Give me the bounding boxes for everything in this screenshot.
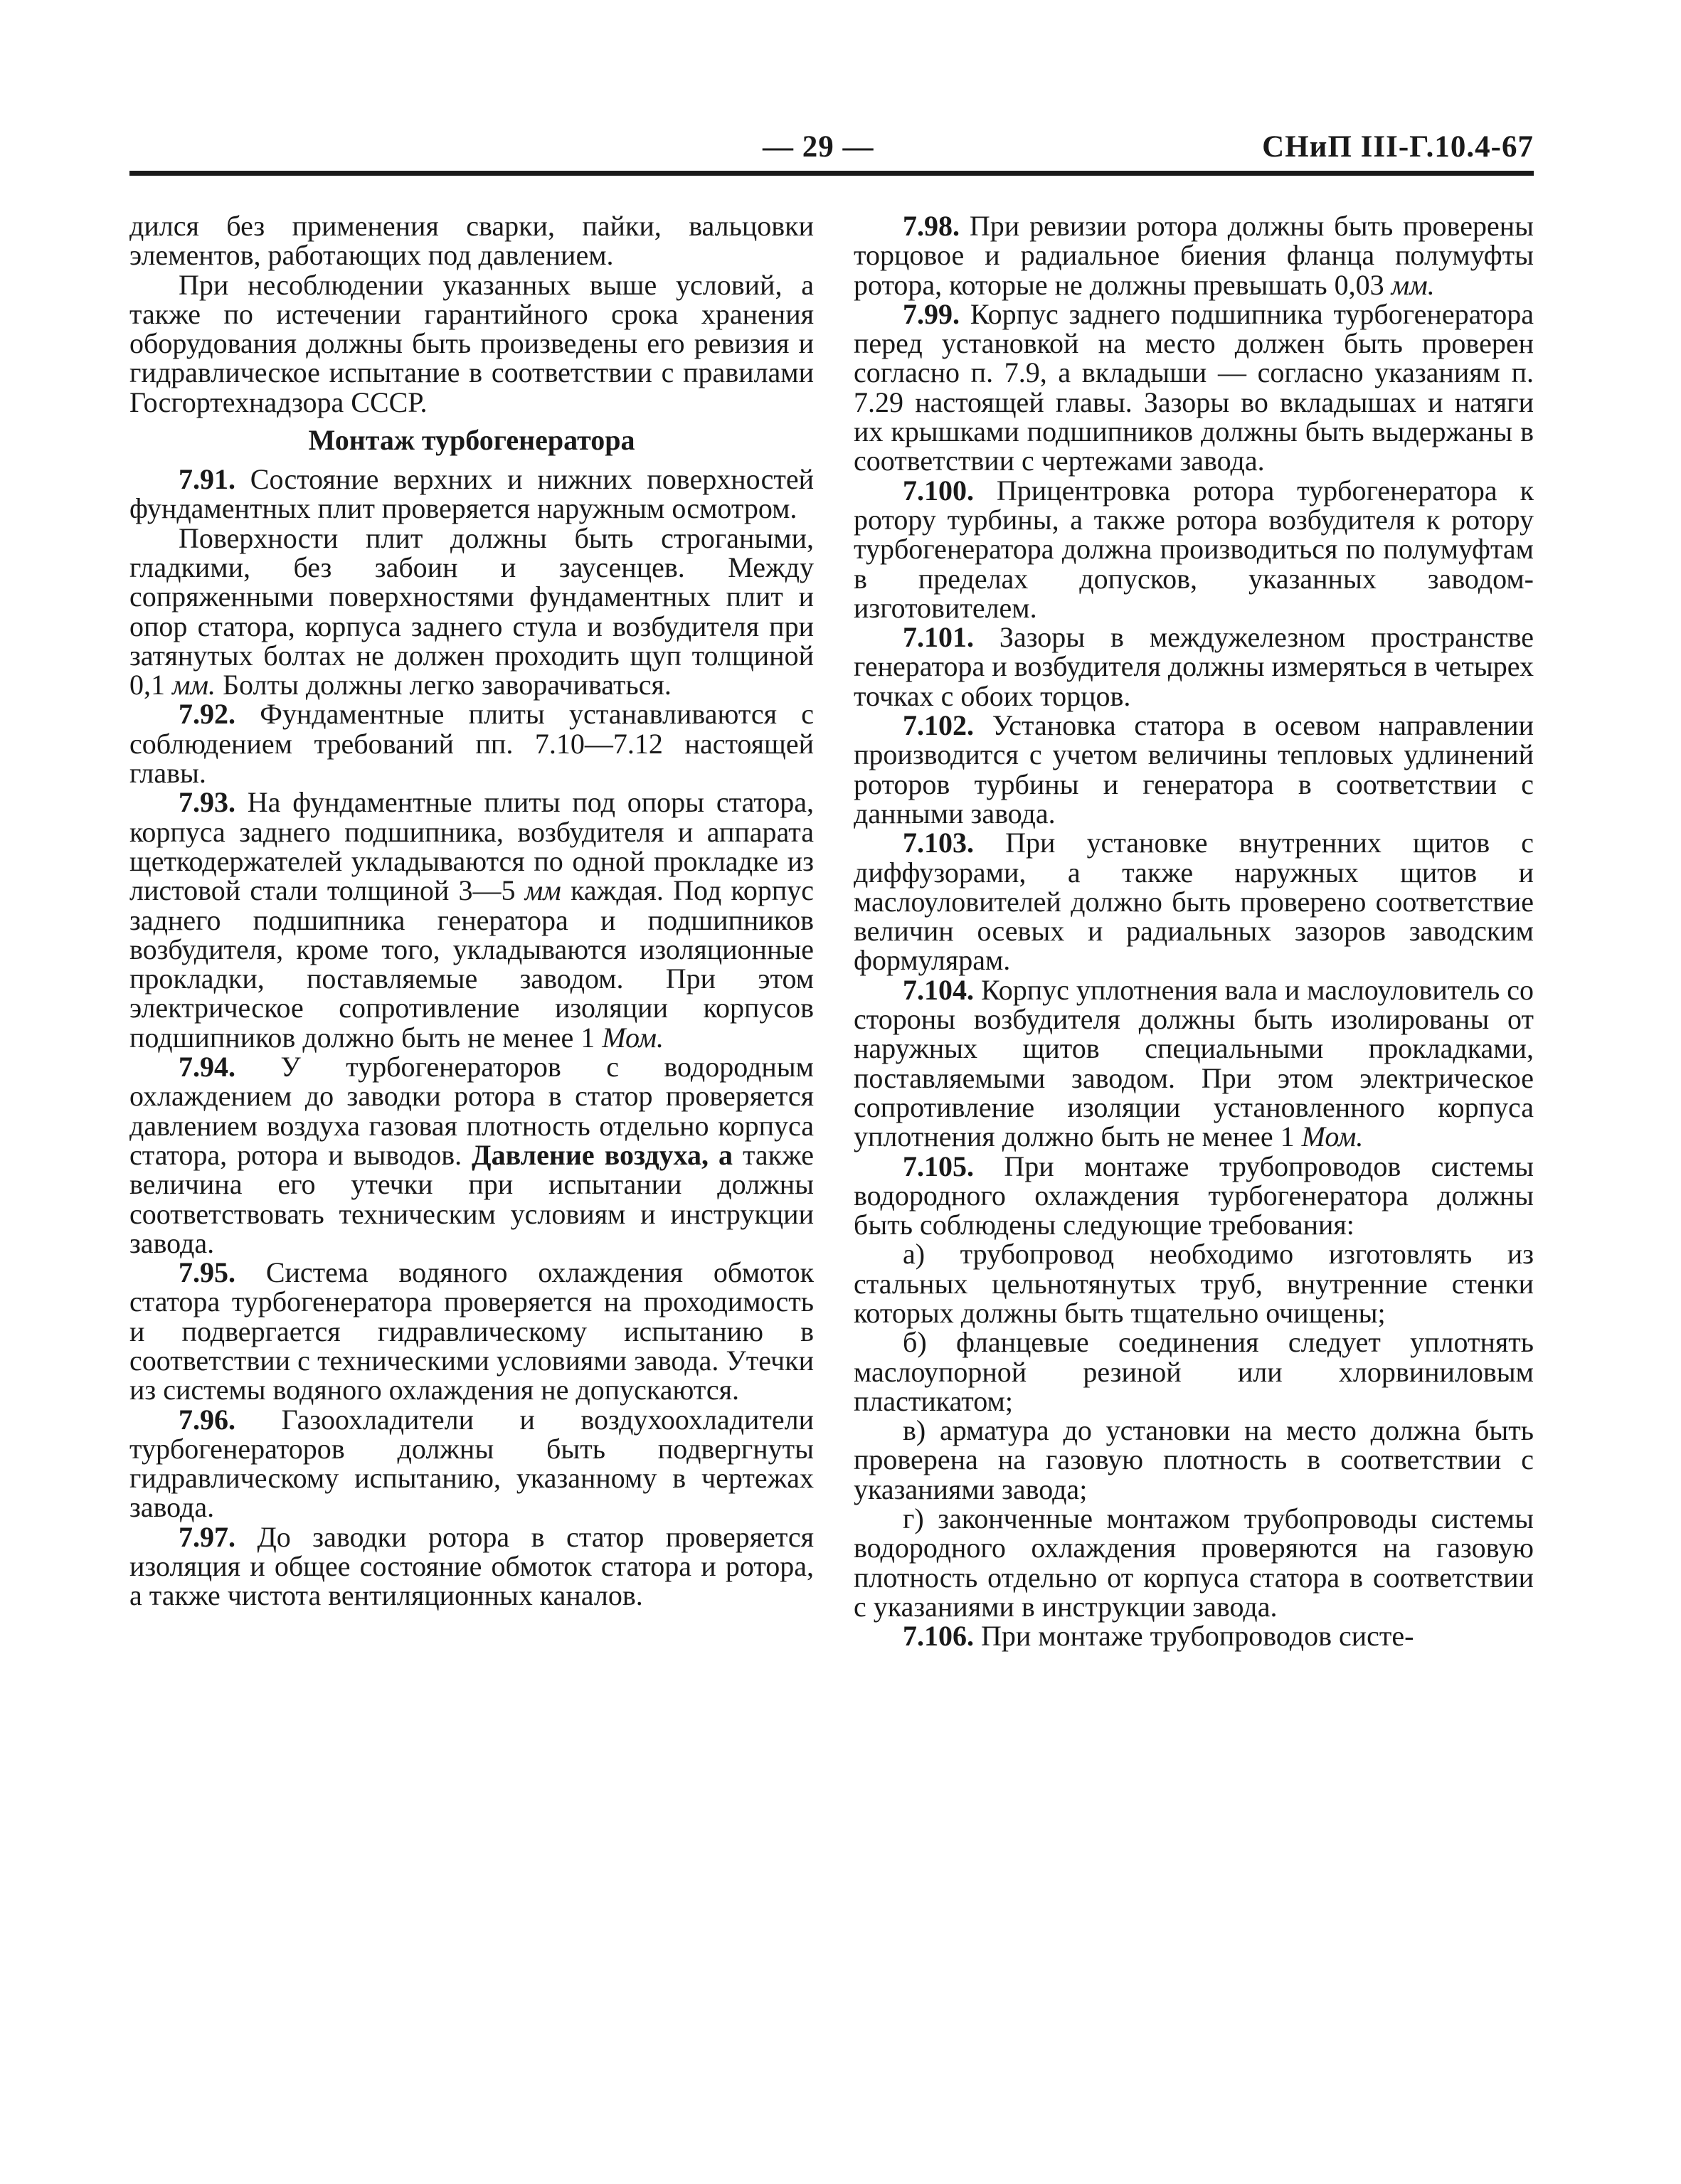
clause-number: 7.92. — [179, 698, 235, 731]
clause-number: 7.100. — [903, 474, 974, 507]
unit: мм. — [172, 669, 216, 701]
list-item-c: в) арматура до установки на место должна быть проверена на газовую плотность в соответствии с указаниями завода; — [854, 1414, 1534, 1505]
clause-7-91: 7.91. Состояние верхних и нижних поверхностей фундаментных плит проверяется наружным осмотром. — [129, 463, 814, 525]
list-item-a: а) трубопровод необходимо изготовлять из стальных цельнотянутых труб, внутренние стенки которых должны быть тщательно очищены; — [854, 1238, 1534, 1329]
left-column — [129, 211, 814, 1611]
unit: Мом. — [602, 1021, 664, 1054]
clause-number: 7.94. — [179, 1051, 235, 1083]
right-column — [854, 211, 1534, 1651]
bold-phrase: Давление воздуха, а — [472, 1138, 733, 1171]
clause-7-99: 7.99. Корпус заднего подшипника турбогенератора перед установкой на место должен быть проверен согласно п. 7.9, а вкладыши — согласно указаниям п. 7.29 настоящей главы. Зазоры во вкладышах и натяги их крышками подшипников должны быть выдержаны в соответствии с чертежами завода. — [854, 297, 1534, 477]
clause-7-97: 7.97. До заводки ротора в статор проверяется изоляция и общее состояние обмоток статора и ротора, а также чистота вентиляционных каналов. — [129, 1520, 814, 1612]
clause-7-102: 7.102. Установка статора в осевом направлении производится с учетом величины тепловых удлинений роторов турбины и генератора в соответствии с данными завода. — [854, 709, 1534, 829]
unit: мм. — [1391, 268, 1435, 301]
clause-number: 7.105. — [903, 1150, 974, 1182]
unit: мм — [524, 874, 561, 907]
page-header — [129, 129, 1534, 172]
page-number: — 29 — — [763, 130, 874, 164]
clause-number: 7.95. — [179, 1256, 235, 1289]
clause-number: 7.93. — [179, 786, 235, 819]
header-rule — [129, 171, 1534, 176]
clause-7-106: 7.106. При монтаже трубопроводов систе- — [903, 1620, 1414, 1653]
clause-number: 7.101. — [903, 621, 974, 654]
clause-7-100: 7.100. Прицентровка ротора турбогенератора к ротору турбины, а также ротора возбудителя к ротору турбогенератора должна производиться по полумуфтам в пределах допусков, указанных заводом-изготовителем. — [854, 474, 1534, 624]
clause-7-95: 7.95. Система водяного охлаждения обмоток статора турбогенератора проверяется на проходимость и подвергается гидравлическому испытанию в соответствии с техническими условиями завода. Утечки из системы водяного охлаждения не допускаются. — [129, 1256, 814, 1406]
clause-number: 7.98. — [903, 210, 960, 242]
clause-number: 7.91. — [179, 463, 235, 496]
clause-number: 7.106. — [903, 1620, 974, 1653]
paragraph-warranty: При несоблюдении указанных выше условий, а также по истечении гарантийного срока хранения оборудования должны быть произведены его ревизия и гидравлическое испытание в соответствии с правилами Госгортехнадзора СССР. — [129, 268, 814, 418]
clause-7-91-continued: Поверхности плит должны быть строгаными, гладкими, без забоин и заусенцев. Между сопряженными поверхностями фундаментных плит и опор статора, корпуса заднего стула и возбудителя при затянутых болтах не должен проходить щуп толщиной 0,1 мм. Болты должны легко заворачиваться. — [129, 521, 814, 701]
clause-number: 7.99. — [903, 297, 960, 330]
clause-7-105: 7.105. При монтаже трубопроводов системы водородного охлаждения турбогенератора должны быть соблюдены следующие требования: — [854, 1150, 1534, 1241]
clause-7-101: 7.101. Зазоры в междужелезном пространстве генератора и возбудителя должны измеряться в четырех точках с обоих торцов. — [854, 621, 1534, 712]
clause-7-104: 7.104. Корпус уплотнения вала и маслоуловитель со стороны возбудителя должны быть изолированы от наружных щитов специальными прокладками, поставляемыми заводом. При этом электрическое сопротивление изоляции установленного корпуса уплотнения должно быть не менее 1 Мом. — [854, 973, 1534, 1153]
clause-7-94: 7.94. У турбогенераторов с водородным охлаждением до заводки ротора в статор проверяется давлением воздуха газовая плотность отдельно корпуса статора, ротора и выводов. Давление воздуха, а также величина его утечки при испытании должны соответствовать техническим условиям и инструкции завода. — [129, 1051, 814, 1259]
clause-number: 7.103. — [903, 827, 974, 859]
list-item-d: г) законченные монтажом трубопроводы системы водородного охлаждения проверяются на газовую плотность отдельно от корпуса статора в соответствии с указаниями в инструкции завода. — [854, 1502, 1534, 1623]
section-title: Монтаж турбогенератора — [308, 424, 635, 457]
clause-7-96: 7.96. Газоохладители и воздухоохладители турбогенераторов должны быть подвергнуты гидравлическому испытанию, указанному в чертежах завода. — [129, 1403, 814, 1524]
clause-number: 7.96. — [179, 1403, 235, 1436]
document-code: СНиП III-Г.10.4-67 — [1262, 130, 1534, 164]
clause-7-103: 7.103. При установке внутренних щитов с диффузорами, а также наружных щитов и маслоуловителей должно быть проверено соответствие величин осевых и радиальных зазоров заводским формулярам. — [854, 827, 1534, 977]
clause-7-92: 7.92. Фундаментные плиты устанавливаются с соблюдением требований пп. 7.10—7.12 настоящей главы. — [129, 698, 814, 790]
clause-7-93: 7.93. На фундаментные плиты под опоры статора, корпуса заднего подшипника, возбудителя и аппарата щеткодержателей укладываются по одной прокладке из листовой стали толщиной 3—5 мм каждая. Под корпус заднего подшипника генератора и подшипников возбудителя, кроме того, укладываются изоляционные прокладки, поставляемые заводом. При этом электрическое сопротивление изоляции корпусов подшипников должно быть не менее 1 Мом. — [129, 786, 814, 1054]
unit: Мом. — [1301, 1120, 1364, 1153]
clause-number: 7.104. — [903, 973, 974, 1006]
paragraph-continuation: дился без применения сварки, пайки, вальцовки элементов, работающих под давлением. — [129, 210, 814, 272]
clause-number: 7.97. — [179, 1520, 235, 1553]
clause-number: 7.102. — [903, 709, 974, 742]
list-item-b: б) фланцевые соединения следует уплотнять маслоупорной резиной или хлорвиниловым пластикатом; — [854, 1326, 1534, 1417]
clause-7-98: 7.98. При ревизии ротора должны быть проверены торцовое и радиальное биения фланца полумуфты ротора, которые не должны превышать 0,03 мм. — [854, 210, 1534, 301]
